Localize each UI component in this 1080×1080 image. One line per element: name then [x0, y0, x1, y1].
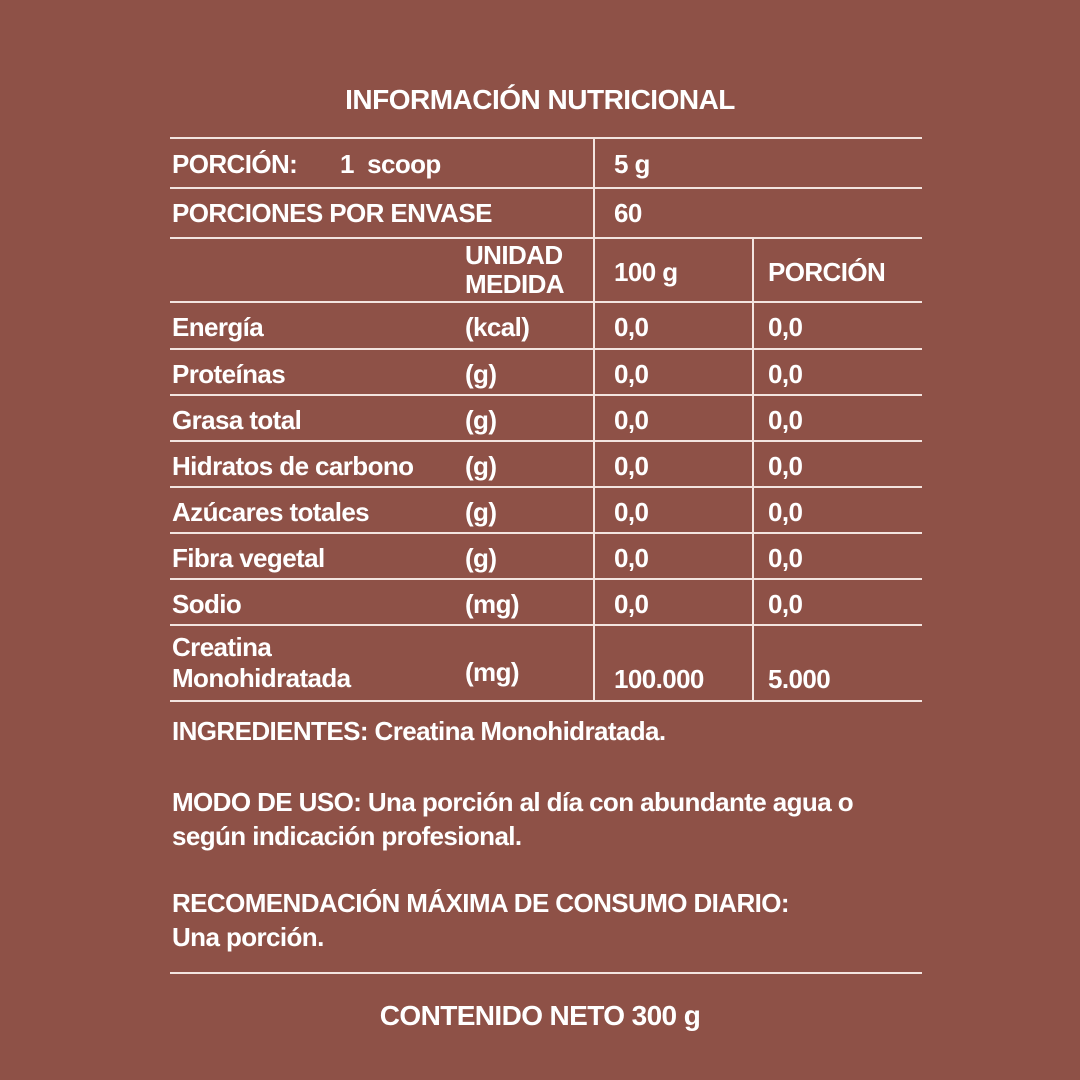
footer-divider	[170, 972, 922, 974]
table-row-unit: (mg)	[465, 589, 519, 619]
unit-header-line1: UNIDAD	[465, 240, 563, 270]
table-row-portion: 0,0	[768, 312, 803, 342]
table-divider	[170, 532, 922, 534]
table-row-portion: 0,0	[768, 359, 803, 389]
table-divider	[170, 486, 922, 488]
usage-value: Una porción al día con abundante agua o según indicación profesional.	[172, 787, 853, 851]
net-content: CONTENIDO NETO 300 g	[379, 1000, 701, 1031]
serving-value: 5 g	[614, 149, 650, 179]
table-row-unit: (g)	[465, 497, 497, 527]
table-row-unit: (g)	[465, 543, 497, 573]
table-row-per100: 0,0	[614, 497, 649, 527]
table-divider	[170, 137, 922, 139]
portion-header: PORCIÓN	[768, 257, 886, 287]
table-row-per100: 0,0	[614, 312, 649, 342]
serving-size: 1 scoop	[340, 149, 441, 179]
table-divider	[170, 237, 922, 239]
table-row-name: Sodio	[172, 589, 242, 619]
table-divider	[170, 394, 922, 396]
table-divider	[170, 348, 922, 350]
table-row-per100: 0,0	[614, 451, 649, 481]
ingredients-label: INGREDIENTES:	[172, 716, 368, 746]
per100-header: 100 g	[614, 257, 678, 287]
table-row-name: Hidratos de carbono	[172, 451, 414, 481]
table-row-portion: 0,0	[768, 543, 803, 573]
serving-label: PORCIÓN:	[172, 149, 298, 179]
max-recommendation-value: Una porción.	[172, 922, 324, 952]
table-row-per100: 0,0	[614, 589, 649, 619]
table-row-portion: 0,0	[768, 405, 803, 435]
table-row-portion: 0,0	[768, 589, 803, 619]
table-row-name: Grasa total	[172, 405, 302, 435]
table-row-per100: 0,0	[614, 543, 649, 573]
creatine-portion: 5.000	[768, 664, 831, 694]
table-divider	[170, 700, 922, 702]
table-row-unit: (kcal)	[465, 312, 530, 342]
table-row-unit: (g)	[465, 451, 497, 481]
creatine-name-line1: Creatina	[172, 632, 272, 662]
table-divider	[170, 624, 922, 626]
table-row-unit: (g)	[465, 405, 497, 435]
table-divider	[170, 301, 922, 303]
table-row-name: Proteínas	[172, 359, 286, 389]
table-title: INFORMACIÓN NUTRICIONAL	[345, 84, 735, 115]
max-recommendation-text	[172, 886, 812, 954]
table-row-portion: 0,0	[768, 497, 803, 527]
table-row-per100: 0,0	[614, 359, 649, 389]
table-row-portion: 0,0	[768, 451, 803, 481]
ingredients-text	[172, 714, 932, 748]
servings-per-container-value: 60	[614, 198, 642, 228]
column-divider	[752, 237, 754, 702]
table-row-name: Fibra vegetal	[172, 543, 325, 573]
creatine-name-line2: Monohidratada	[172, 663, 351, 693]
usage-label: MODO DE USO:	[172, 787, 362, 817]
column-divider	[593, 137, 595, 702]
creatine-unit: (mg)	[465, 657, 519, 687]
table-row-per100: 0,0	[614, 405, 649, 435]
table-row-unit: (g)	[465, 359, 497, 389]
table-divider	[170, 440, 922, 442]
usage-text	[172, 785, 872, 853]
ingredients-value: Creatina Monohidratada.	[374, 716, 666, 746]
table-row-name: Azúcares totales	[172, 497, 370, 527]
creatine-per100: 100.000	[614, 664, 704, 694]
table-divider	[170, 578, 922, 580]
servings-per-container-label: PORCIONES POR ENVASE	[172, 198, 492, 228]
table-row-name: Energía	[172, 312, 264, 342]
table-divider	[170, 187, 922, 189]
unit-header-line2: MEDIDA	[465, 269, 564, 299]
max-recommendation-label: RECOMENDACIÓN MÁXIMA DE CONSUMO DIARIO:	[172, 888, 789, 918]
